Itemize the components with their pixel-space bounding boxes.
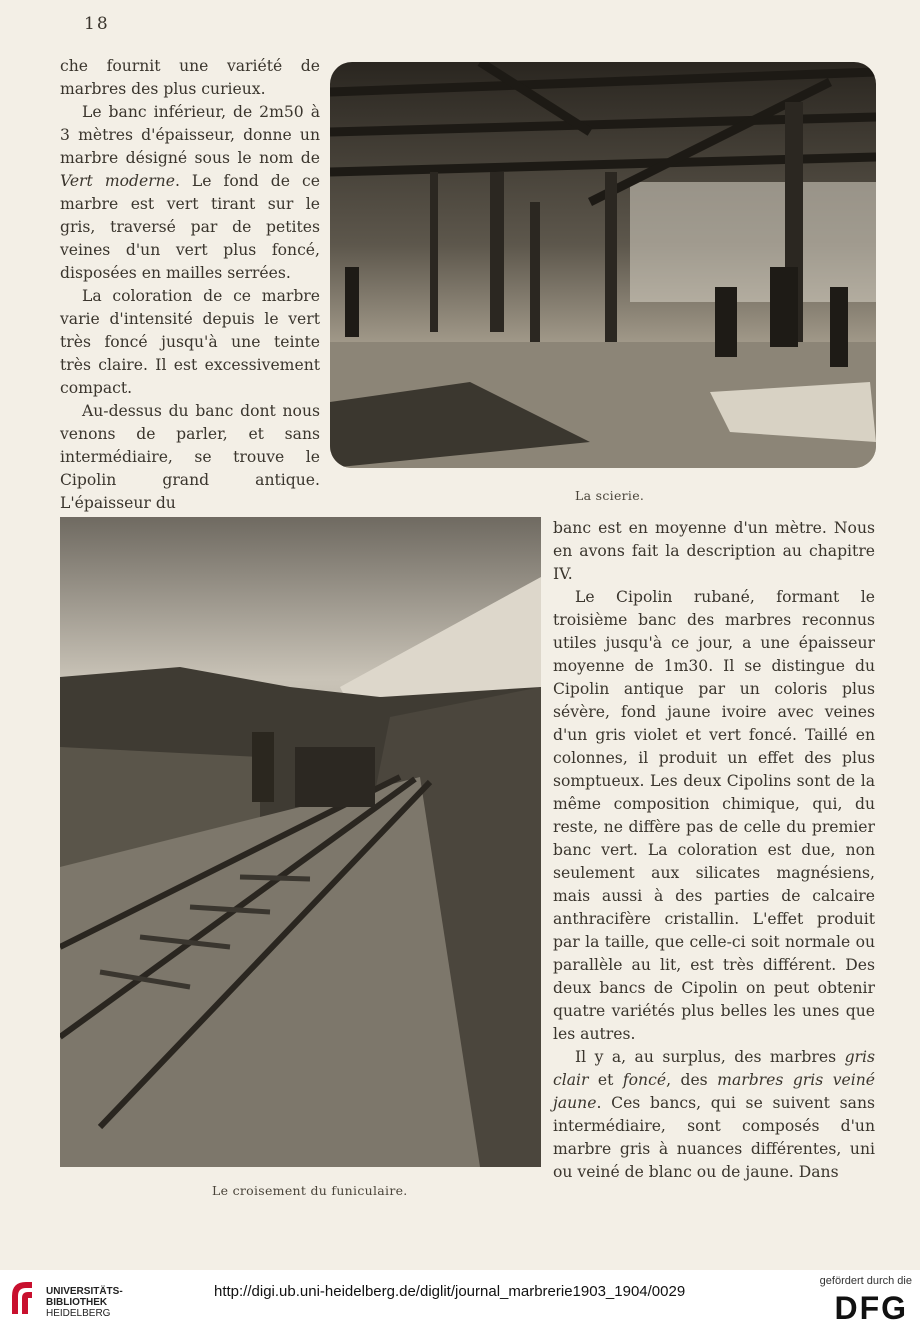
italic-term: foncé	[622, 1071, 667, 1089]
dfg-logo[interactable]: DFG	[834, 1290, 908, 1326]
paragraph: Au-dessus du banc dont nous venons de parler, et sans intermédiaire, se trouve le Cipolin grand antique. L'épaisseur du	[60, 402, 320, 512]
italic-term: marbres gris veiné jaune	[553, 1071, 875, 1112]
italic-term: Vert moderne	[60, 172, 175, 190]
italic-term: gris clair	[553, 1048, 875, 1089]
paragraph: Le banc inférieur, de 2m50 à 3 mètres d'épaisseur, donne un marbre désigné sous le nom de Vert moderne. Le fond de ce marbre est vert tirant sur le gris, traversé par de petites veines d'un vert plus foncé, disposées en mailles serrées.	[60, 103, 320, 282]
paragraph: che fournit une variété de marbres des plus curieux.	[60, 57, 320, 98]
caption-funicular: Le croisement du funiculaire.	[212, 1183, 408, 1198]
paragraph: Le Cipolin rubané, formant le troisième banc des marbres reconnus utiles jusqu'à ce jour, a une épaisseur moyenne de 1m30. Il se distingue du Cipolin antique par un coloris plus sévère, fond jaune ivoire avec veines d'un gris violet et vert foncé. Taillé en colonnes, il produit un effet des plus somptueux. Les deux Cipolins sont de la même composition chimique, qui, du reste, ne diffère pas de celle du premier banc vert. La coloration est due, non seulement aux silicates magnésiens, mais aussi à des parties de calcaire anthracifère cristallin. L'effet produit par la taille, que celle-ci soit normale ou parallèle au lit, est très différent. Des deux bancs de Cipolin on peut obtenir quatre variétés plus belles les unes que les autres.	[553, 588, 875, 1043]
paragraph: Il y a, au surplus, des marbres gris clair et foncé, des marbres gris veiné jaune. Ces bancs, qui se suivent sans intermédiaire, sont composés d'un marbre gris à nuances différentes, uni ou veiné de blanc ou de jaune. Dans	[553, 1048, 875, 1181]
photo-sawmill	[330, 62, 876, 468]
photo-funicular	[60, 517, 541, 1167]
paragraph: banc est en moyenne d'un mètre. Nous en avons fait la description au chapitre IV.	[553, 519, 875, 583]
caption-sawmill: La scierie.	[575, 488, 645, 503]
viewer-footer	[0, 1270, 920, 1333]
paragraph: La coloration de ce marbre varie d'intensité depuis le vert très foncé jusqu'à une teinte très claire. Il est excessivement compact.	[60, 287, 320, 397]
sponsor-label: gefördert durch die	[819, 1275, 912, 1287]
page-number: 18	[84, 14, 110, 34]
permalink-url[interactable]: http://digi.ub.uni-heidelberg.de/diglit/journal_marbrerie1903_1904/0029	[214, 1283, 686, 1300]
text-column-left	[60, 55, 320, 515]
text-column-right	[553, 517, 875, 1184]
university-library-logo[interactable]: UNIVERSITÄTS- BIBLIOTHEK HEIDELBERG	[10, 1280, 160, 1324]
library-emblem-icon	[10, 1280, 34, 1316]
